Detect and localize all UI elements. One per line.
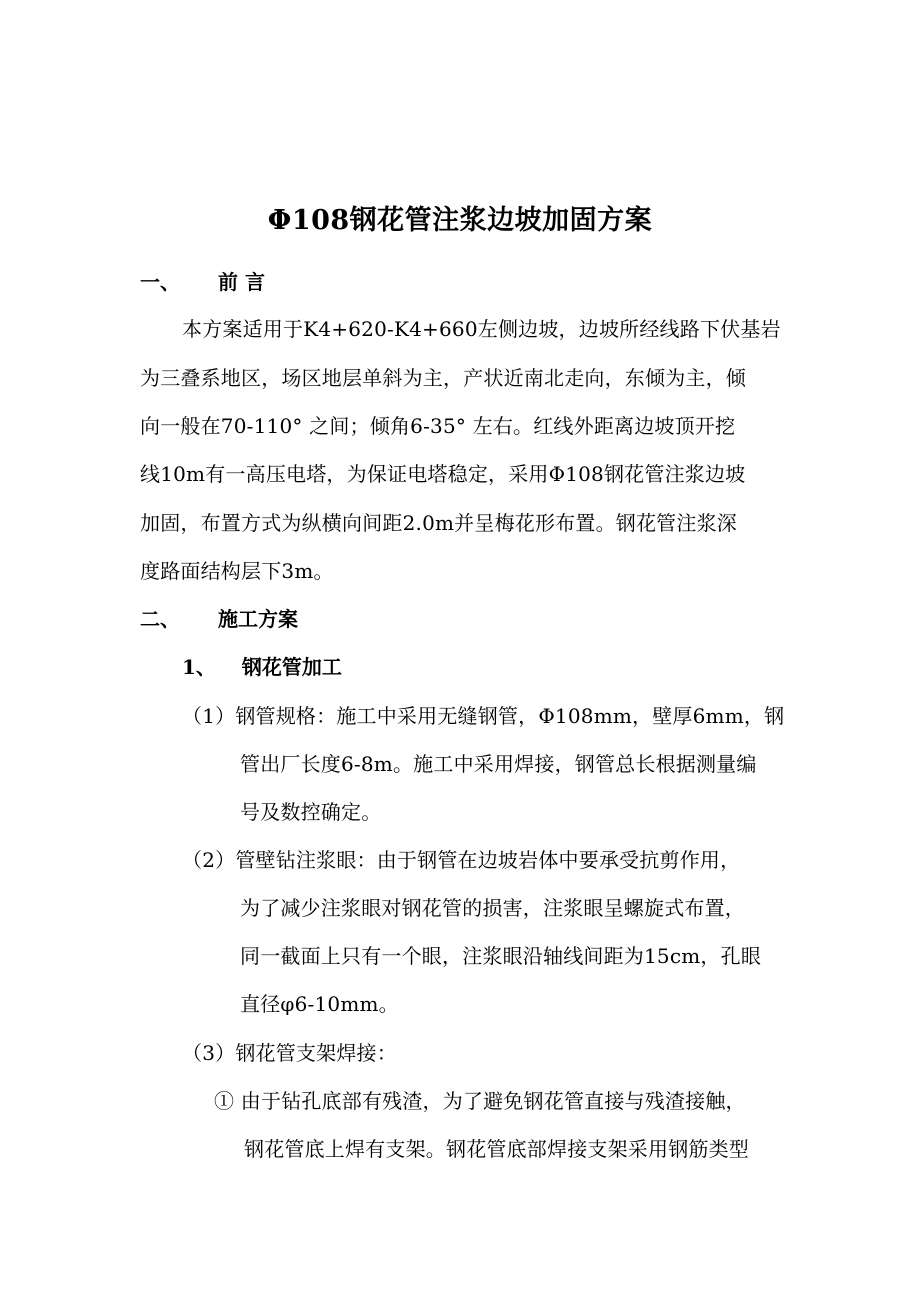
paragraph-line: 本方案适用于K4+620-K4+660左侧边坡，边坡所经线路下伏基岩 bbox=[182, 317, 781, 341]
subsection-1-title: 钢花管加工 bbox=[241, 655, 342, 679]
item-1-line: （1）钢管规格：施工中采用无缝钢管，Φ108mm，壁厚6mm，钢 bbox=[182, 704, 785, 728]
section-2-title: 施工方案 bbox=[218, 607, 298, 631]
section-2-heading bbox=[140, 602, 298, 636]
item-3-1-line: 钢花管底上焊有支架。钢花管底部焊接支架采用钢筋类型 bbox=[244, 1137, 749, 1161]
section-1-number: 一、 bbox=[140, 270, 180, 294]
item-2-line: （2）管壁钻注浆眼：由于钢管在边坡岩体中要承受抗剪作用， bbox=[182, 848, 741, 872]
item-2-line: 同一截面上只有一个眼，注浆眼沿轴线间距为15cm，孔眼 bbox=[240, 944, 762, 968]
document-title: Φ108钢花管注浆边坡加固方案 bbox=[267, 205, 653, 236]
subsection-1-heading bbox=[182, 650, 342, 684]
item-1-line: 号及数控确定。 bbox=[240, 800, 382, 824]
paragraph-line: 向一般在70-110° 之间；倾角6-35° 左右。红线外距离边坡顶开挖 bbox=[140, 414, 736, 438]
item-2-line: 为了减少注浆眼对钢花管的损害，注浆眼呈螺旋式布置， bbox=[240, 896, 745, 920]
paragraph-line: 加固，布置方式为纵横向间距2.0m并呈梅花形布置。钢花管注浆深 bbox=[140, 511, 737, 535]
paragraph-line: 为三叠系地区，场区地层单斜为主，产状近南北走向，东倾为主，倾 bbox=[140, 366, 746, 390]
paragraph-line: 度路面结构层下3m。 bbox=[140, 559, 334, 583]
item-2-line: 直径φ6-10mm。 bbox=[240, 992, 399, 1016]
section-1-heading bbox=[140, 265, 265, 299]
section-1-title: 前 言 bbox=[218, 270, 265, 294]
subsection-1-number: 1、 bbox=[182, 655, 216, 679]
item-3-1-line: ① 由于钻孔底部有残渣，为了避免钢花管直接与残渣接触， bbox=[214, 1089, 746, 1113]
section-2-number: 二、 bbox=[140, 607, 180, 631]
item-1-line: 管出厂长度6-8m。施工中采用焊接，钢管总长根据测量编 bbox=[240, 752, 757, 776]
item-3-line: （3）钢花管支架焊接： bbox=[182, 1041, 397, 1065]
paragraph-line: 线10m有一高压电塔，为保证电塔稳定，采用Φ108钢花管注浆边坡 bbox=[140, 462, 746, 486]
